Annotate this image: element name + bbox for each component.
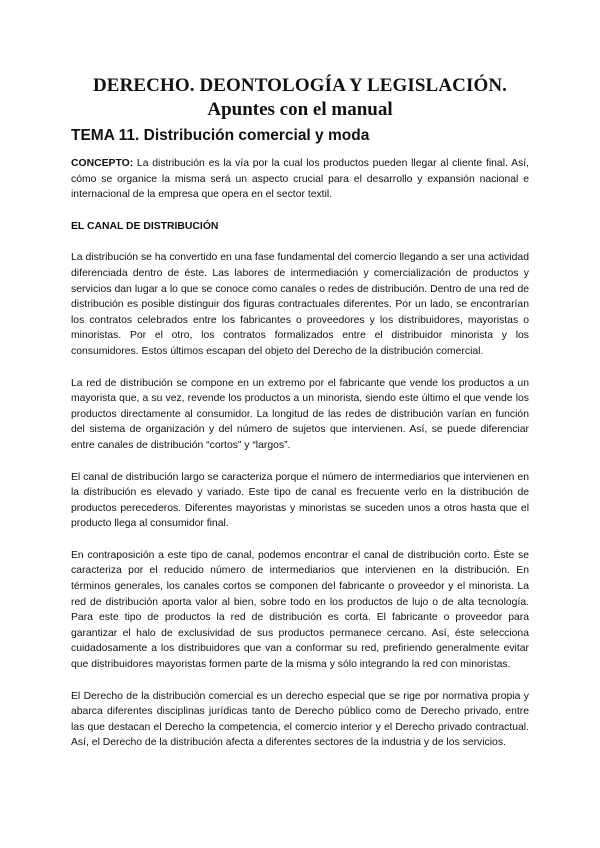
document-page [71,74,529,767]
body-paragraph-4: En contraposición a este tipo de canal, podemos encontrar el canal de distribución corto. Éste se caracteriza por el reducido número de intermediarios que intervienen en la distribución. En términos generales, los canales cortos se componen del fabricante o proveedor y el minorista. La red de distribución aporta valor al bien, sobre todo en los productos de lujo o de alta tecnología. Para este tipo de productos la red de distribución es corta. El fabricante o proveedor para garantizar el halo de exclusividad de sus productos permanece cercano. Así, éste selecciona cuidadosamente a los distribuidores que van a conformar su red, prefiriendo generalmente evitar que distribuidores mayoristas formen parte de la misma y sólo integrando la red con minoristas. [71,549,529,671]
section-heading: EL CANAL DE DISTRIBUCIÓN [71,220,219,232]
body-paragraph-3: El canal de distribución largo se caracteriza porque el número de intermediarios que intervienen en la distribución es elevado y variado. Este tipo de canal es frecuente verlo en la distribución de productos perecederos. Diferentes mayoristas y minoristas se suceden unos a otros hasta que el producto llega al consumidor final. [71,471,529,530]
document-title: DERECHO. DEONTOLOGÍA Y LEGISLACIÓN. [92,75,508,96]
concept-text: La distribución es la vía por la cual los productos pueden llegar al cliente final. Así, cómo se organice la misma será un aspecto crucial para el desarrollo y expansión nacional e internacional de la empresa que opera en el sector textil. [71,158,529,201]
body-paragraph-1: La distribución se ha convertido en una fase fundamental del comercio llegando a ser una actividad diferenciada dentro de éste. Las labores de intermediación y comercialización de productos y servicios dan lugar a lo que se conoce como canales o redes de distribución. Dentro de una red de distribución es posible distinguir dos figuras contractuales diferentes. Por un lado, se encontrarían los contratos celebrados entre los fabricantes o proveedores y los distribuidores, mayoristas o minoristas. Por el otro, los contratos formalizados entre el distribuidor minorista y los consumidores. Estos últimos escapan del objeto del Derecho de la distribución comercial. [71,252,529,357]
document-subtitle: Apuntes con el manual [207,99,393,120]
concept-label: CONCEPTO: [71,158,134,169]
body-paragraph-2: La red de distribución se compone en un extremo por el fabricante que vende los productos a un mayorista que, a su vez, revende los productos a un minorista, siendo este último el que vende los productos directamente al consumidor. La longitud de las redes de distribución varían en función del sistema de organización y del número de sujetos que intervienen. Así, se puede diferenciar entre canales de distribución “cortos” y “largos”. [71,377,529,451]
body-paragraph-5: El Derecho de la distribución comercial es un derecho especial que se rige por normativa propia y abarca diferentes disciplinas jurídicas tanto de Derecho público como de Derecho privado, entre las que destacan el Derecho la competencia, el comercio interior y el Derecho privado contractual. Así, el Derecho de la distribución afecta a diferentes sectores de la industria y de los servicios. [71,690,529,749]
concept-paragraph [71,156,529,203]
topic-heading: TEMA 11. Distribución comercial y moda [71,127,370,144]
